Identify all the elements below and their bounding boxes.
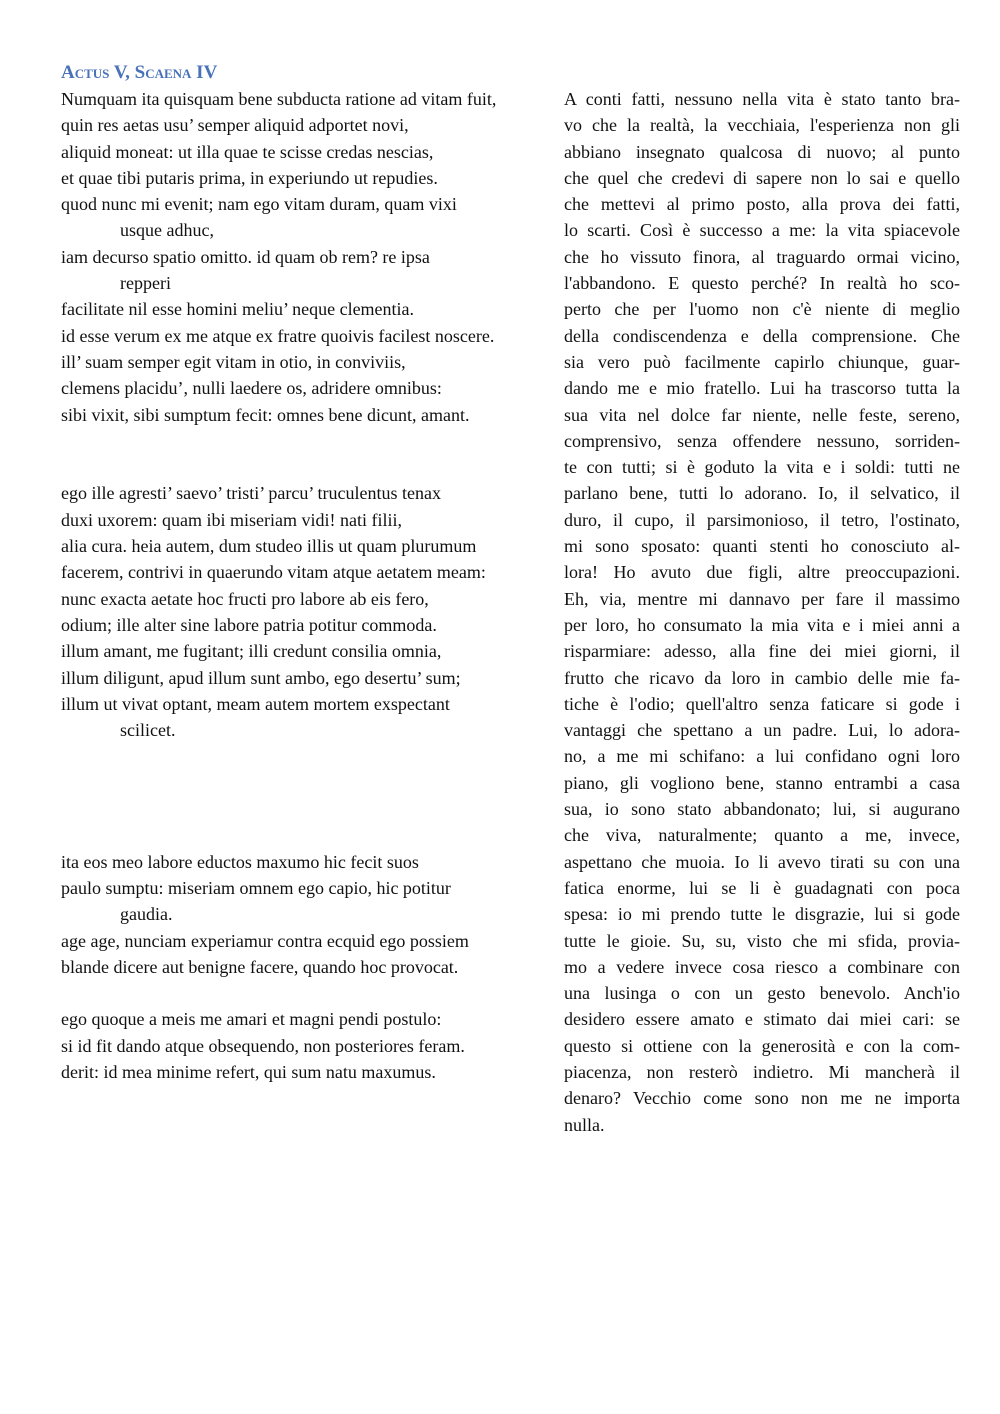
stanza-spacer — [61, 980, 556, 1006]
latin-verse-line: blande dicere aut benigne facere, quando hoc provocat. — [61, 956, 459, 977]
heading-scaena-number: IV — [191, 62, 218, 83]
latin-verse-line: facerem, contrivi in quaerundo vitam atque aetatem meam: — [61, 562, 486, 583]
latin-verse-line: et quae tibi putaris prima, in experiundo ut repudies. — [61, 167, 438, 188]
italian-text-line: comprensivo, senza offendere nessuno, sorriden- — [564, 430, 960, 451]
italian-text-line: abbiano insegnato qualcosa di nuovo; al punto — [564, 141, 960, 162]
italian-text-line: sua, io sono stato abbandonato; lui, si augurano — [564, 799, 960, 820]
latin-verse-line: nunc exacta aetate hoc fructi pro labore ab eis fero, — [61, 588, 429, 609]
italian-text-line: frutto che ricavo da loro in cambio delle mie fa- — [564, 667, 960, 688]
italian-text-line: A conti fatti, nessuno nella vita è stato tanto bra- — [564, 89, 960, 109]
latin-verse-line: ill’ suam semper egit vitam in otio, in conviviis, — [61, 351, 406, 372]
heading-actus-word: ctus — [74, 62, 110, 83]
latin-verse-line: ego quoque a meis me amari et magni pendi postulo: — [61, 1009, 442, 1030]
italian-text-line: vantaggi che spettano a un padre. Lui, lo adora- — [564, 720, 960, 741]
latin-verse-line: derit: id mea minime refert, qui sum natu maxumus. — [61, 1061, 436, 1082]
italian-text-line: sia vero può facilmente capirlo chiunque, guar- — [564, 351, 960, 372]
italian-text-line: che viva, naturalmente; quanto a me, invece, — [564, 825, 960, 846]
latin-verse-line: ita eos meo labore eductos maxumo hic fecit suos — [61, 851, 419, 872]
italian-text-line: no, a me mi schifano: a lui confidano ogni loro — [564, 746, 960, 767]
latin-verse-line: quin res aetas usu’ semper aliquid adportet novi, — [61, 115, 409, 136]
latin-stanza — [61, 480, 556, 743]
latin-verse-line: aliquid moneat: ut illa quae te scisse credas nescias, — [61, 141, 434, 162]
scene-heading — [61, 60, 217, 86]
italian-text-line: nulla. — [564, 1114, 605, 1135]
italian-translation-column — [564, 86, 960, 1138]
italian-text-line: spesa: io mi prendo tutte le disgrazie, lui si gode — [564, 904, 960, 925]
latin-verse-line: facilitate nil esse homini meliu’ neque clementia. — [61, 299, 415, 320]
italian-text-line: che quel che credevi di sapere non lo sai e quello — [564, 167, 960, 188]
latin-stanza — [61, 86, 556, 428]
italian-text-line: piano, gli vogliono bene, stanno entrambi a casa — [564, 772, 960, 793]
latin-verse-line: si id fit dando atque obsequendo, non posteriores feram. — [61, 1035, 465, 1056]
italian-text-line: mi sono sposato: quanti stenti ho conosciuto al- — [564, 536, 960, 557]
italian-text-line: fatica enorme, lui se li è guadagnati con poca — [564, 877, 960, 898]
italian-text-line: mo a vedere invece cosa riesco a combinare con — [564, 956, 960, 977]
latin-verse-line: clemens placidu’, nulli laedere os, adridere omnibus: — [61, 378, 442, 399]
italian-text-line: parlano bene, tutti lo adorano. Io, il selvatico, il — [564, 483, 960, 504]
latin-verse-line: gaudia. — [120, 904, 173, 925]
italian-text-line: sua vita nel dolce far niente, nelle feste, sereno, — [564, 404, 960, 425]
italian-text-line: te con tutti; si è goduto la vita e i soldi: tutti ne — [564, 457, 960, 478]
italian-text-line: questo si ottiene con la generosità e con la com- — [564, 1035, 960, 1056]
latin-verse-column — [61, 86, 556, 1085]
italian-text-line: l'abbandono. E questo perché? In realtà ho sco- — [564, 273, 960, 294]
latin-verse-line: Numquam ita quisquam bene subducta ratione ad vitam fuit, — [61, 89, 497, 109]
stanza-spacer — [61, 428, 556, 481]
italian-text-line: denaro? Vecchio come sono non me ne importa — [564, 1088, 960, 1109]
latin-verse-line: illum ut vivat optant, meam autem mortem exspectant — [61, 693, 450, 714]
italian-text-line: perto che per l'uomo non c'è niente di meglio — [564, 299, 960, 320]
latin-verse-line: paulo sumptu: miseriam omnem ego capio, hic potitur — [61, 877, 451, 898]
latin-verse-line: age age, nunciam experiamur contra ecquid ego possiem — [61, 930, 469, 951]
italian-text-line: tutte le gioie. Su, su, visto che mi sfida, provia- — [564, 930, 960, 951]
latin-stanza — [61, 849, 556, 980]
stanza-spacer — [61, 743, 556, 848]
italian-text-line: duro, il cupo, il parsimonioso, il tetro, l'ostinato, — [564, 509, 960, 530]
latin-verse-line: sibi vixit, sibi sumptum fecit: omnes bene dicunt, amant. — [61, 404, 470, 425]
italian-text-line: della condiscendenza e della comprensione. Che — [564, 325, 960, 346]
italian-text-line: aspettano che muoia. Io li avevo tirati su con una — [564, 851, 960, 872]
heading-scaena-initial: S — [134, 62, 146, 83]
latin-verse-line: duxi uxorem: quam ibi miseriam vidi! nati filii, — [61, 509, 402, 530]
latin-verse-line: ego ille agresti’ saevo’ tristi’ parcu’ truculentus tenax — [61, 483, 442, 504]
italian-text-line: che ho vissuto finora, al traguardo ormai vicino, — [564, 246, 960, 267]
latin-verse-line: odium; ille alter sine labore patria potitur commoda. — [61, 614, 437, 635]
italian-text-line: desidero essere amato e stimato dai miei cari: se — [564, 1009, 960, 1030]
italian-text-line: vo che la realtà, la vecchiaia, l'esperienza non gli — [564, 115, 960, 136]
latin-verse-line: illum diligunt, apud illum sunt ambo, ego desertu’ sum; — [61, 667, 461, 688]
italian-text-line: piacenza, non resterò indietro. Mi mancherà il — [564, 1061, 960, 1082]
italian-text-line: lo scarti. Così è successo a me: la vita spiacevole — [564, 220, 960, 241]
latin-verse-line: repperi — [120, 273, 171, 294]
italian-text-line: per loro, ho consumato la mia vita e i miei anni a — [564, 614, 960, 635]
heading-actus-initial: A — [61, 62, 75, 83]
italian-text-line: lora! Ho avuto due figli, altre preoccupazioni. — [564, 562, 960, 583]
italian-text-line: risparmiare: adesso, alla fine dei miei giorni, il — [564, 641, 960, 662]
italian-text-line: tiche è l'odio; quell'altro senza faticare si gode i — [564, 693, 960, 714]
latin-verse-line: usque adhuc, — [120, 220, 214, 241]
latin-verse-line: scilicet. — [120, 720, 176, 741]
latin-stanza — [61, 1006, 556, 1085]
latin-verse-line: iam decurso spatio omitto. id quam ob rem? re ipsa — [61, 246, 430, 267]
latin-verse-line: quod nunc mi evenit; nam ego vitam duram, quam vixi — [61, 194, 457, 215]
italian-text-line: Eh, via, mentre mi dannavo per fare il massimo — [564, 588, 960, 609]
heading-actus-number: V, — [109, 62, 135, 83]
italian-text-line: una lusinga o con un gesto benevolo. Anch'io — [564, 983, 960, 1004]
latin-verse-line: alia cura. heia autem, dum studeo illis ut quam plurumum — [61, 536, 477, 557]
italian-text-line: che mettevi al primo posto, alla prova dei fatti, — [564, 194, 960, 215]
heading-scaena-word: caena — [145, 62, 192, 83]
latin-verse-line: id esse verum ex me atque ex fratre quoivis facilest noscere. — [61, 325, 495, 346]
latin-verse-line: illum amant, me fugitant; illi credunt consilia omnia, — [61, 641, 442, 662]
italian-text-line: dando me e mio fratello. Lui ha trascorso tutta la — [564, 378, 960, 399]
